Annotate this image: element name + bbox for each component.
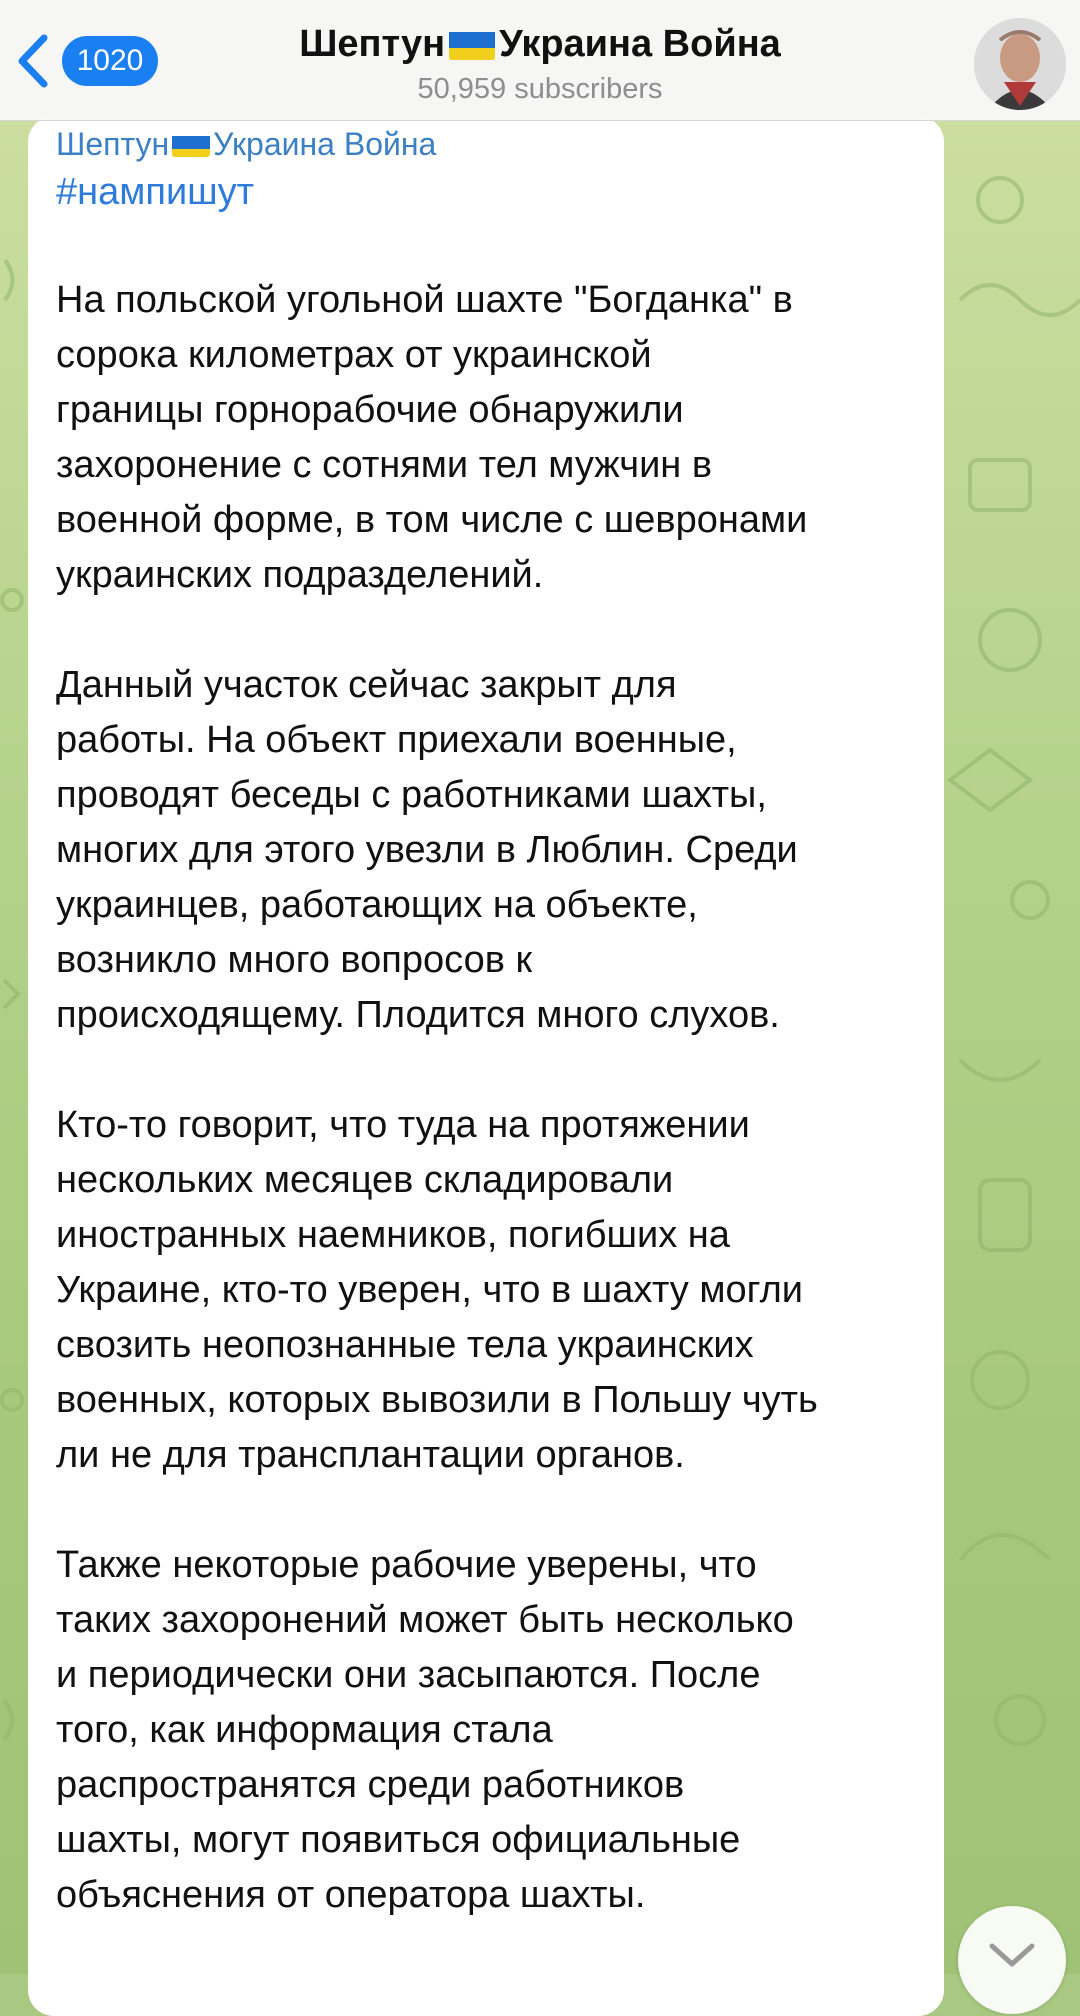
hashtag-link[interactable]: #нампишут [56,171,255,213]
channel-title [200,20,880,68]
sender-name-part2: Украина Война [213,126,437,162]
message-bubble[interactable] [28,116,944,2016]
ukraine-flag-icon [172,131,210,157]
message-paragraph: Кто-то говорит, что туда на протяжении нескольких месяцев складировали иностранных наемников, погибших на Украине, кто-то уверен, что в шахту могли свозить неопознанные тела украинских военных, которых вывозили в Польшу чуть ли не для трансплантации органов. [56,1104,818,1476]
message-paragraph: На польской угольной шахте "Богданка" в сорока километрах от украинской границы горнорабочие обнаружили захоронение с сотнями тел мужчин в военной форме, в том числе с шевронами украинских подразделений. [56,279,808,596]
message-paragraph: Данный участок сейчас закрыт для работы. На объект приехали военные, проводят беседы с работниками шахты, многих для этого увезли в Люблин. Среди украинцев, работающих на объекте, возникло много вопросов к происходящему. Плодится много слухов. [56,664,798,1036]
scroll-to-bottom-button[interactable] [958,1906,1066,2014]
chevron-left-icon [14,30,54,92]
avatar-portrait-icon [974,18,1066,110]
sender-name-part1: Шептун [56,126,170,162]
channel-avatar[interactable] [974,18,1066,110]
message-sender[interactable] [56,124,916,164]
ukraine-flag-icon [449,28,495,60]
back-button[interactable] [14,30,174,92]
message-paragraph: Также некоторые рабочие уверены, что таких захоронений может быть несколько и периодически они засыпаются. После того, как информация стала распространятся среди работников шахты, могут появиться официальные объяснения от оператора шахты. [56,1544,794,1916]
chevron-down-icon [982,1936,1042,1976]
channel-info[interactable] [200,20,880,108]
channel-name-part1: Шептун [299,23,446,65]
subscriber-count: 50,959 subscribers [417,73,663,105]
unread-count-badge: 1020 [62,36,158,86]
chat-header [0,0,1080,121]
channel-name-part2: Украина Война [499,23,781,65]
